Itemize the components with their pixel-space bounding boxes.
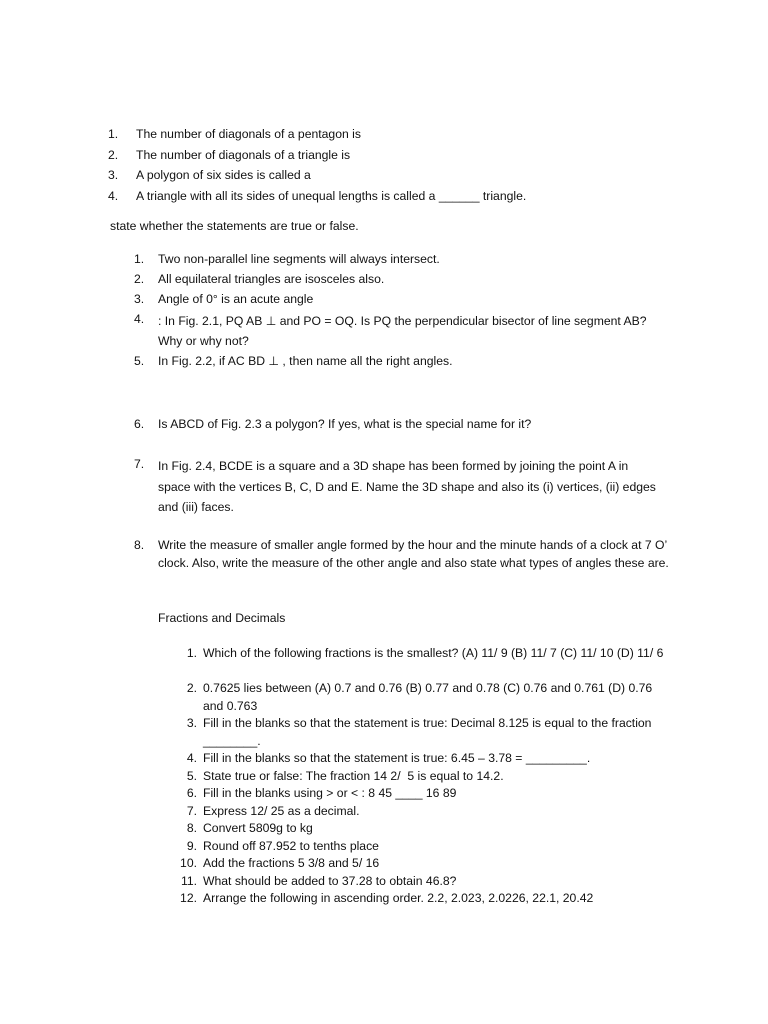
clock-question-list xyxy=(134,537,683,572)
item-number: 6. xyxy=(186,786,197,800)
list-item xyxy=(186,680,673,715)
geometry-questions-list xyxy=(134,416,683,456)
item-number: 12. xyxy=(180,891,197,905)
item-text: In Fig. 2.2, if AC BD ⊥ , then name all the right angles. xyxy=(158,354,453,368)
item-text: The number of diagonals of a triangle is xyxy=(136,147,351,162)
item-number: 10. xyxy=(180,856,197,870)
item-number: 9. xyxy=(186,838,197,853)
list-item xyxy=(134,456,680,518)
list-item xyxy=(134,416,683,456)
list-item xyxy=(134,251,678,271)
item-text: What should be added to 37.28 to obtain 46.8? xyxy=(203,873,457,888)
item-number: 1. xyxy=(186,646,197,660)
item-text: Round off 87.952 to tenths place xyxy=(203,838,379,853)
item-number: 5. xyxy=(134,354,145,368)
item-number: 4. xyxy=(186,751,197,765)
item-number: 1. xyxy=(108,127,119,141)
fractions-questions-list xyxy=(180,645,673,908)
item-number: 5. xyxy=(186,768,197,783)
item-number: 11. xyxy=(180,873,197,888)
list-item xyxy=(134,537,683,572)
true-false-questions-list xyxy=(134,251,678,373)
item-number: 2. xyxy=(108,147,119,162)
list-item xyxy=(108,167,696,188)
instruction-text: state whether the statements are true or false. xyxy=(110,219,359,233)
list-item xyxy=(186,820,673,838)
list-item xyxy=(186,838,673,856)
item-text: Two non-parallel line segments will always intersect. xyxy=(158,252,440,266)
fill-in-questions-list xyxy=(108,126,696,208)
item-text: In Fig. 2.4, BCDE is a square and a 3D shape has been formed by joining the point A in space with the vertices B, C, D and E. Name the 3D shape and also its (i) vertices, (ii) edges and (iii) faces. xyxy=(158,459,656,514)
item-number: 4. xyxy=(134,312,145,326)
item-number: 3. xyxy=(134,292,145,306)
list-item xyxy=(180,873,673,891)
item-text: A triangle with all its sides of unequal lengths is called a ______ triangle. xyxy=(136,188,527,203)
item-text: Fill in the blanks using > or < : 8 45 ____ 16 89 xyxy=(203,786,457,800)
list-item xyxy=(134,271,678,291)
item-number: 3. xyxy=(186,716,197,730)
list-item xyxy=(186,645,673,680)
list-item xyxy=(186,768,673,786)
list-item xyxy=(186,803,673,821)
item-number: 4. xyxy=(108,188,119,203)
item-number: 8. xyxy=(134,538,145,552)
item-text: A polygon of six sides is called a xyxy=(136,168,311,183)
item-text: 0.7625 lies between (A) 0.7 and 0.76 (B) 0.77 and 0.78 (C) 0.76 and 0.761 (D) 0.76 and 0.763 xyxy=(203,681,653,713)
list-item xyxy=(186,785,673,803)
item-text: State true or false: The fraction 14 2/ 5 is equal to 14.2. xyxy=(203,768,504,783)
list-item xyxy=(134,291,678,311)
item-text: : In Fig. 2.1, PQ AB ⊥ and PO = OQ. Is PQ the perpendicular bisector of line segment AB? Why or why not? xyxy=(158,314,647,348)
list-item xyxy=(186,715,673,750)
item-text: Fill in the blanks so that the statement is true: 6.45 – 3.78 = _________. xyxy=(203,751,591,765)
item-text: All equilateral triangles are isosceles also. xyxy=(158,272,385,286)
item-text: Arrange the following in ascending order. 2.2, 2.023, 2.0226, 22.1, 20.42 xyxy=(203,891,594,905)
item-text: Angle of 0° is an acute angle xyxy=(158,292,314,306)
item-number: 2. xyxy=(134,272,145,286)
list-item xyxy=(108,126,696,147)
item-number: 7. xyxy=(186,803,197,818)
item-number: 8. xyxy=(186,821,197,835)
item-text: Convert 5809g to kg xyxy=(203,821,313,835)
list-item xyxy=(180,855,673,873)
list-item xyxy=(108,147,696,168)
list-item xyxy=(134,311,678,353)
item-number: 3. xyxy=(108,168,119,183)
list-item xyxy=(180,890,673,908)
item-number: 7. xyxy=(134,457,145,471)
list-item xyxy=(186,750,673,768)
geometry-questions-list-cont xyxy=(134,456,680,518)
item-text: Express 12/ 25 as a decimal. xyxy=(203,803,360,818)
list-item xyxy=(134,353,678,373)
item-number: 6. xyxy=(134,417,145,431)
item-text: Add the fractions 5 3/8 and 5/ 16 xyxy=(203,856,380,870)
item-number: 2. xyxy=(186,681,197,695)
list-item xyxy=(108,188,696,209)
item-text: Which of the following fractions is the smallest? (A) 11/ 9 (B) 11/ 7 (C) 11/ 10 (D) 11/ 6 xyxy=(203,646,664,660)
item-text: The number of diagonals of a pentagon is xyxy=(136,127,361,141)
item-number: 1. xyxy=(134,252,145,266)
item-text: Write the measure of smaller angle formed by the hour and the minute hands of a clock at 7 O’ clock. Also, write the measure of the other angle and also state what types of angles these are. xyxy=(158,538,669,570)
item-text: Is ABCD of Fig. 2.3 a polygon? If yes, what is the special name for it? xyxy=(158,417,532,431)
fractions-heading: Fractions and Decimals xyxy=(158,611,286,625)
item-text: Fill in the blanks so that the statement is true: Decimal 8.125 is equal to the fraction ________. xyxy=(203,716,652,748)
